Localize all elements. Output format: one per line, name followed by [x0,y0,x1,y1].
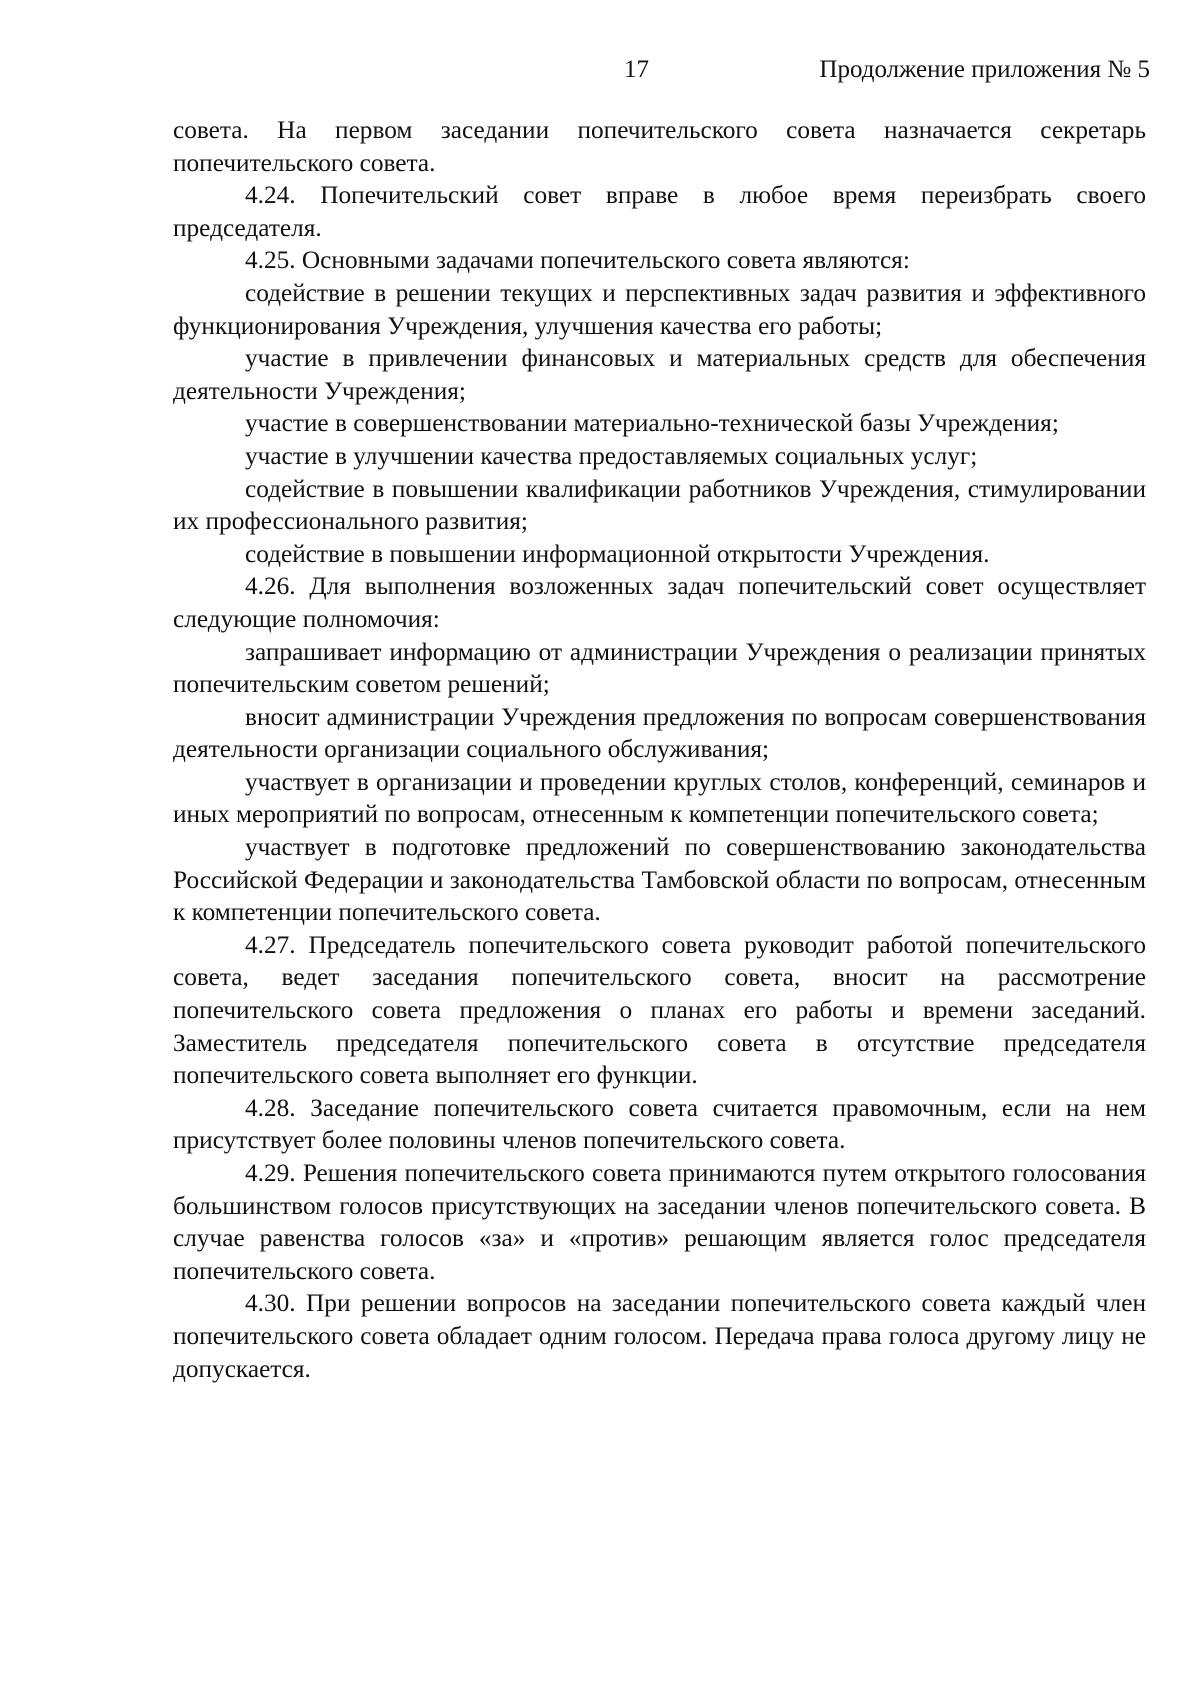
list-item: участвует в организации и проведении круглых столов, конференций, семинаров и иных мероприятий по вопросам, отнесенным к компетенции попечительского совета; [173,767,1146,829]
list-item: содействие в решении текущих и перспективных задач развития и эффективного функционирования Учреждения, улучшения качества его работы; [173,278,1146,340]
page-header [0,56,1200,96]
paragraph-continuation: совета. На первом заседании попечительского совета назначается секретарь попечительского совета. [173,116,1146,177]
list-item: участвует в подготовке предложений по совершенствованию законодательства Российской Федерации и законодательства Тамбовской области по вопросам, отнесенным к компетенции попечительского совета. [173,833,1146,927]
paragraph-4-26: 4.26. Для выполнения возложенных задач попечительский совет осуществляет следующие полномочия: [173,572,1146,633]
paragraph-4-27: 4.27. Председатель попечительского совета руководит работой попечительского совета, ведет заседания попечительского совета, вносит на рассмотрение попечительского совета предложения о планах его работы и времени заседаний. Заместитель председателя попечительского совета в отсутствие председателя попечительского совета выполняет его функции. [173,930,1146,1090]
list-item: запрашивает информацию от администрации Учреждения о реализации принятых попечительским советом решений; [173,637,1146,699]
paragraph-4-29: 4.29. Решения попечительского совета принимаются путем открытого голосования большинством голосов присутствующих на заседании членов попечительского совета. В случае равенства голосов «за» и «против» решающим является голос председателя попечительского совета. [173,1159,1146,1285]
list-item: содействие в повышении квалификации работников Учреждения, стимулировании их профессионального развития; [173,474,1146,536]
document-body [173,114,1146,1385]
list-item: содействие в повышении информационной открытости Учреждения. [245,539,990,568]
paragraph-4-25: 4.25. Основными задачами попечительского совета являются: [245,246,910,275]
appendix-label: Продолжение приложения № 5 [819,56,1150,83]
paragraph-4-28: 4.28. Заседание попечительского совета считается правомочным, если на нем присутствует более половины членов попечительского совета. [173,1093,1146,1155]
list-item: участие в привлечении финансовых и материальных средств для обеспечения деятельности Учреждения; [173,344,1146,405]
list-item: участие в совершенствовании материально-технической базы Учреждения; [245,409,1059,438]
page-number: 17 [624,56,649,83]
paragraph-4-24: 4.24. Попечительский совет вправе в любое время переизбрать своего председателя. [173,181,1146,242]
list-item: вносит администрации Учреждения предложения по вопросам совершенствования деятельности организации социального обслуживания; [173,702,1146,764]
list-item: участие в улучшении качества предоставляемых социальных услуг; [245,441,978,470]
paragraph-4-30: 4.30. При решении вопросов на заседании попечительского совета каждый член попечительского совета обладает одним голосом. Передача права голоса другому лицу не допускается. [173,1289,1146,1383]
